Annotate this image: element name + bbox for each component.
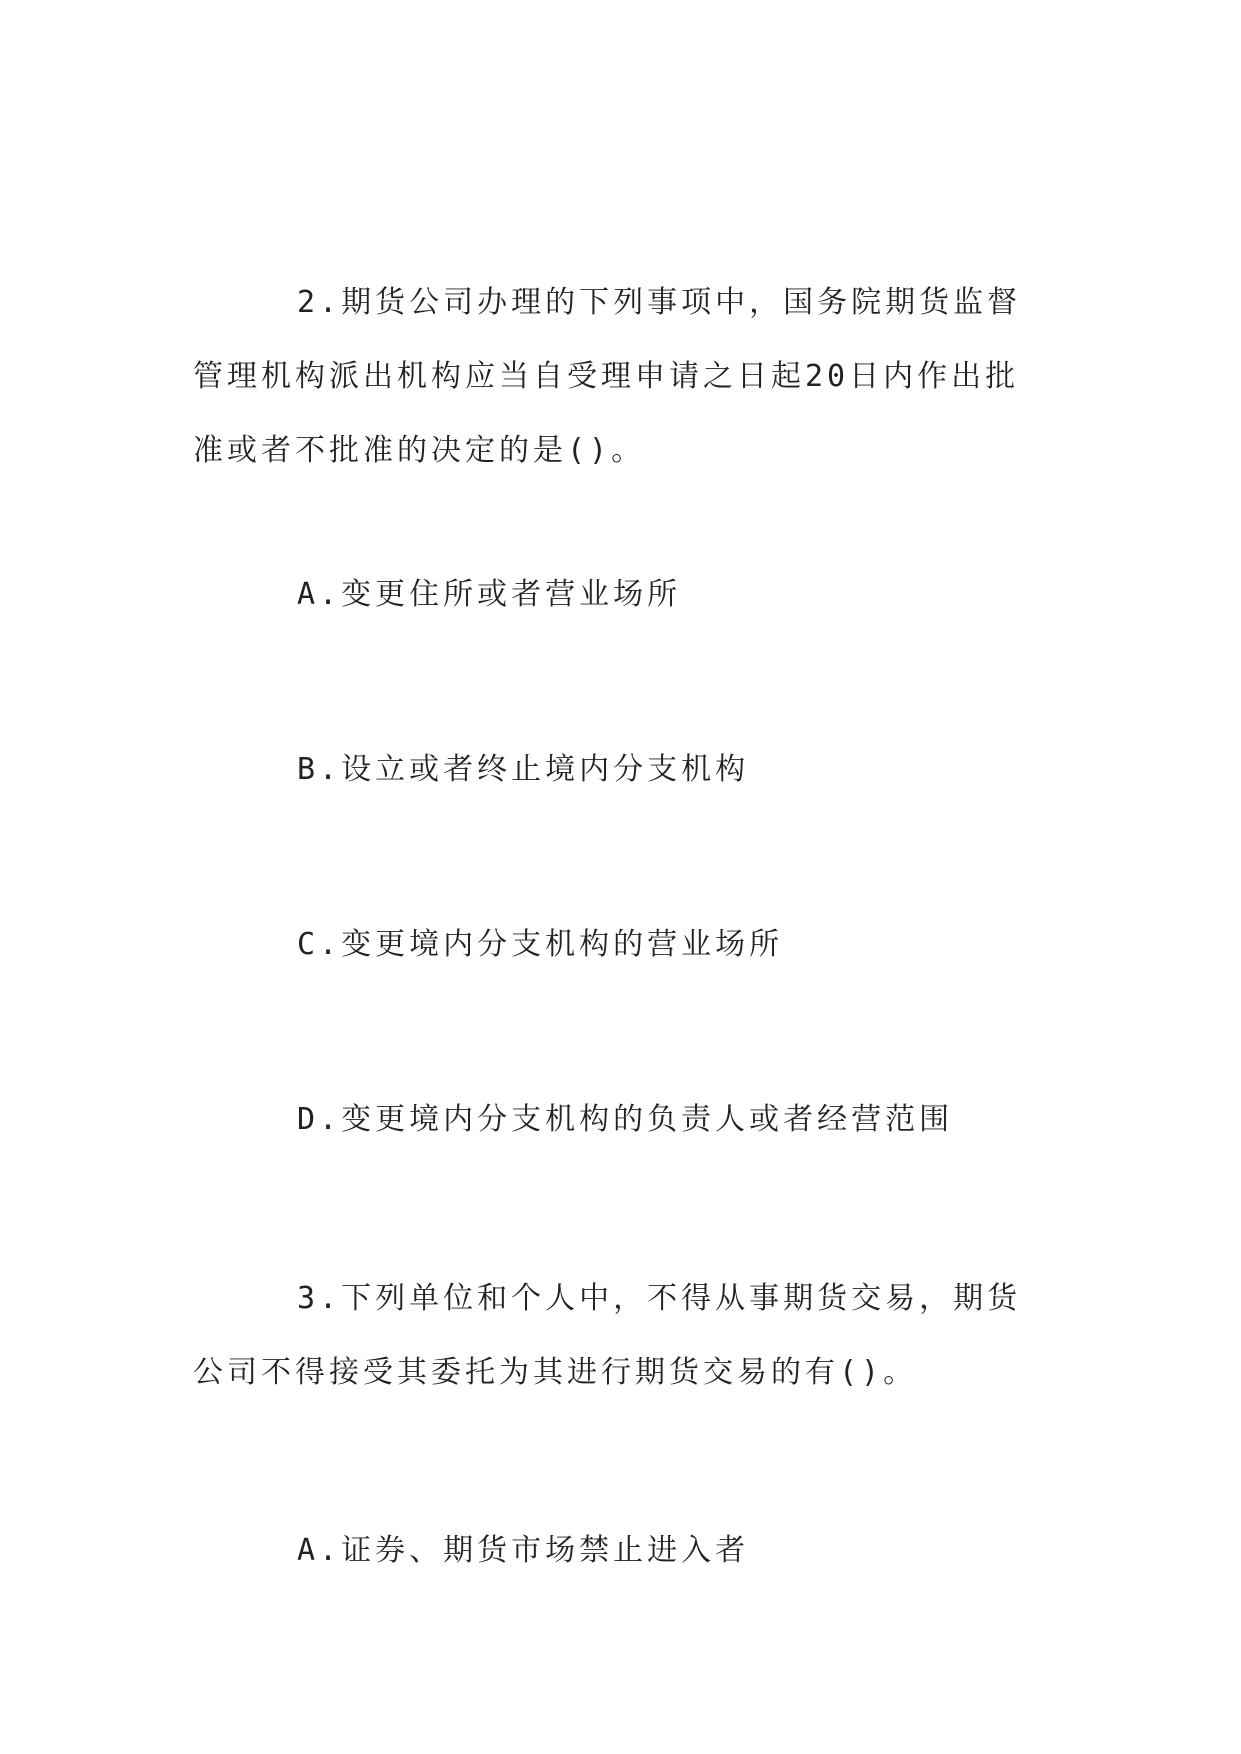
question-2-option-d: D.变更境内分支机构的负责人或者经营范围 (297, 1102, 954, 1137)
question-2-option-a: A.变更住所或者营业场所 (297, 577, 682, 612)
question-3-option-a: A.证券、期货市场禁止进入者 (297, 1533, 750, 1568)
question-2-option-c: C.变更境内分支机构的营业场所 (297, 927, 784, 962)
question-3-text: 3.下列单位和个人中，不得从事期货交易，期货公司不得接受其委托为其进行期货交易的有()。 (193, 1281, 1022, 1390)
question-2-option-b: B.设立或者终止境内分支机构 (297, 752, 750, 787)
question-2-text: 2.期货公司办理的下列事项中，国务院期货监督管理机构派出机构应当自受理申请之日起20日内作出批准或者不批准的决定的是()。 (193, 285, 1022, 468)
